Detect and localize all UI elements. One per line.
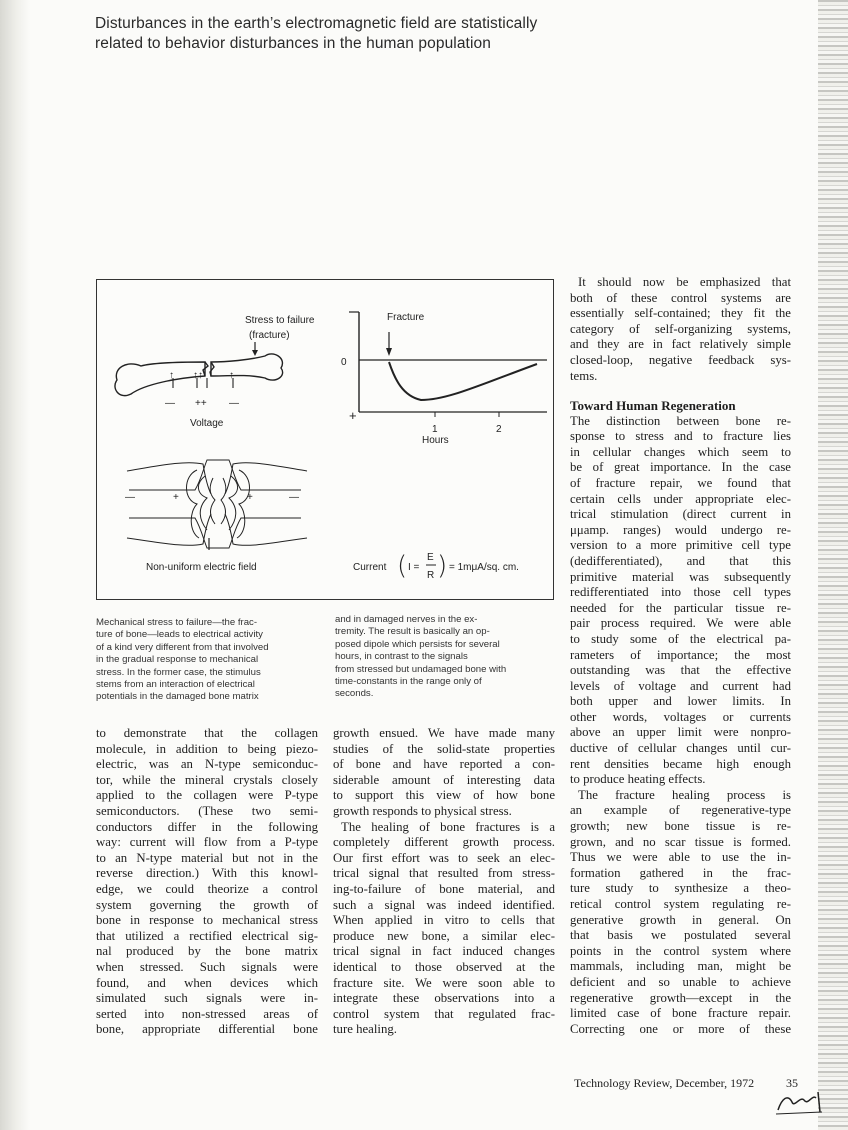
handwritten-mark [774,1088,826,1116]
text-line: edge, we could theorize a control [96,881,318,896]
svg-text:(: ( [397,551,408,581]
svg-text:I =: I = [408,562,420,573]
hours-label: Hours [422,435,449,446]
caption-line: ture of bone—leads to electrical activity [96,629,263,641]
text-line: generative growth in general. On [570,912,791,927]
text-line: tems. [570,368,598,383]
tick-2-label: 2 [496,424,502,435]
text-line: version to a more primitive cell type [570,538,791,553]
figure-drawing [97,280,553,599]
text-line: applied to the collagen were P-type [96,788,318,803]
text-line: and they are in fact relatively simple [570,337,791,352]
text-line: serted into non-stressed areas of [96,1006,318,1021]
text-line: electric, was an N-type semiconduc- [96,757,318,772]
text-line: of fracture repair, we found that [570,475,791,490]
text-line: Our first effort was to seek an elec- [333,850,555,865]
text-line: sponse to stress and to fracture lies [570,429,791,444]
tick-1-label: 1 [432,424,438,435]
text-line: such a signal was indeed identified. [333,897,555,912]
svg-text:+: + [173,492,179,503]
text-line: completely different growth process. [333,835,555,850]
page-number: 35 [786,1076,798,1090]
text-line: (dedifferentiated), and that this [570,553,791,568]
text-line: grown, and no scar tissue is formed. [570,834,791,849]
figure [96,279,554,600]
text-line: an example of regenerative-type [570,803,791,818]
text-line: to an N-type material but not in the [96,850,318,865]
svg-text:↑↑: ↑↑ [193,370,203,381]
svg-text:+: + [247,492,253,503]
svg-text:): ) [437,551,448,581]
text-line: that basis we postulated several [570,928,791,943]
electric-field-diagram [127,460,307,548]
text-line: when stressed. Such signals were [96,959,318,974]
text-line: studies of the solid-state properties [333,741,555,756]
svg-text:↑: ↑ [229,370,234,381]
caption-line: stress. In the former case, the stimulus [96,666,261,678]
text-line: ductive of cellular changes until cur- [570,741,791,756]
fracture-label: Fracture [387,312,425,323]
text-line: Correcting one or more of these [570,1021,791,1036]
body-column-3 [570,398,791,1037]
text-line: both upper and lower limits. In [570,694,791,709]
text-line: found, and when devices which [96,975,318,990]
text-line: closed-loop, negative feedback sys- [570,352,791,367]
text-line: ing-to-failure of bone material, and [333,881,555,896]
body-column-1 [96,726,318,1038]
text-line: that utilized a rectified electrical sig- [96,928,318,943]
text-line: outstanding was that the effective [570,663,791,678]
caption-line: in the gradual response to mechanical [96,654,259,666]
text-line: conductors differ in the following [96,819,318,834]
text-line: to produce heating effects. [570,772,706,787]
scan-right-edge [818,0,848,1130]
caption-line: posed dipole which persists for several [335,638,500,650]
axis-zero-label: 0 [341,357,347,368]
caption-line: seconds. [335,688,374,700]
svg-text:—: — [165,398,175,409]
caption-line: of a kind very different from that involved [96,641,269,653]
svg-text:↑: ↑ [169,370,174,381]
text-line: regenerative growth—except in the [570,990,791,1005]
caption-line: stems from an interaction of electrical [96,679,255,691]
text-line: ture healing. [333,1022,397,1037]
text-line: integrate these observations into a [333,991,555,1006]
text-line: rent densities became high enough [570,756,791,771]
header-title [95,14,565,54]
section-heading: Toward Human Regeneration [570,398,736,413]
current-suffix: = 1mμA/sq. cm. [449,562,519,573]
text-line: formation gathered in the frac- [570,865,791,880]
text-line: reverse direction.) With this knowl- [96,866,318,881]
field-label: Non-uniform electric field [146,562,257,573]
text-line: bone, appropriate differential bone [96,1022,318,1037]
text-line: The healing of bone fractures is a [341,819,555,834]
text-line: primitive material was subsequently [570,569,791,584]
text-line: The fracture healing process is [578,787,791,802]
text-line: category of self-organizing systems, [570,321,791,336]
voltage-label: Voltage [190,418,224,429]
stress-label-1: Stress to failure [245,315,315,326]
text-line: The distinction between bone re- [570,413,791,428]
svg-text:E: E [427,552,434,563]
header-line-2: related to behavior disturbances in the human population [95,35,491,52]
footer-citation: Technology Review, December, 1972 [574,1076,755,1090]
text-line: deficient and so unable to achieve [570,974,791,989]
text-line: siderable amount of interesting data [333,772,555,787]
text-line: trical signal that resulted from stress- [333,866,555,881]
svg-text:R: R [427,570,435,581]
text-line: trical stimulation (direct current in [570,507,791,522]
stress-label-2: (fracture) [249,330,290,341]
text-line: produce new bone, a similar elec- [333,928,555,943]
text-line: fracture site. We were soon able to [333,975,555,990]
caption-line: time-constants in the range only of [335,676,482,688]
text-line: growth; new bone tissue is re- [570,819,791,834]
text-line: essentially self-contained; they fit the [570,306,791,321]
text-line: levels of voltage and current had [570,678,791,693]
text-line: both of these control systems are [570,290,791,305]
header-line-1: Disturbances in the earth’s electromagnetic field are statistically [95,15,538,32]
caption-line: tremity. The result is basically an op- [335,626,490,638]
text-line: control system that regulated frac- [333,1006,555,1021]
text-line: other words, voltages or currents [570,709,791,724]
text-line: pair process required. We were able [570,616,791,631]
text-line: to study some of the electrical pa- [570,631,791,646]
figure-caption-left [96,617,269,704]
text-line: It should now be emphasized that [578,275,791,289]
text-line: mammals, including man, might be [570,959,791,974]
caption-line: potentials in the damaged bone matrix [96,691,259,703]
text-line: Thus we were able to use the in- [570,850,791,865]
svg-text:—: — [229,398,239,409]
text-line: above an upper limit were nonpro- [570,725,791,740]
text-line: be of great importance. In the case [570,460,791,475]
svg-text:++: ++ [195,398,207,409]
caption-line: from stressed but undamaged bone with [335,663,507,675]
body-column-3-top [570,275,791,384]
caption-line: Mechanical stress to failure—the frac- [96,617,258,628]
text-line: redifferentiated into those cell types [570,585,791,600]
text-line: identical to those observed at the [333,959,555,974]
text-line: retical control system regulating re- [570,897,791,911]
text-line: When applied in vitro to cells that [333,913,555,928]
text-line: limited case of bone fracture repair. [570,1006,791,1021]
text-line: simulated such signals were in- [96,991,318,1006]
text-line: tor, while the mineral crystals closely [96,772,318,787]
text-line: system governing the growth of [96,897,318,912]
text-line: bone in response to mechanical stress [96,913,318,928]
current-formula [353,551,519,581]
text-line: molecule, in addition to being piezo- [96,741,318,756]
text-line: to demonstrate that the collagen [96,726,318,740]
text-line: points in the control system where [570,943,791,958]
text-line: nal produced by the bone matrix [96,944,318,959]
fracture-graph [349,312,547,417]
figure-caption-right [335,614,506,701]
text-line: of bone and have reported a con- [333,757,555,772]
axis-plus-label: + [349,408,357,423]
current-prefix: Current [353,562,387,573]
text-line: growth responds to physical stress. [333,803,512,818]
text-line: in cellular changes which seem to [570,444,791,459]
text-line: to support this view of how bone [333,788,555,803]
text-line: growth ensued. We have made many [333,726,555,740]
svg-text:—: — [289,492,299,503]
text-line: way: current will flow from a P-type [96,835,318,850]
text-line: needed for the particular tissue re- [570,600,791,615]
svg-text:—: — [125,492,135,503]
caption-line: and in damaged nerves in the ex- [335,614,478,625]
scan-left-edge [0,0,30,1130]
caption-line: hours, in contrast to the signals [335,651,468,663]
text-line: μμamp. ranges) would undergo re- [570,522,791,537]
text-line: ture study to synthesize a theo- [570,881,791,896]
text-line: rameters of importance; the most [570,647,791,662]
text-line: semiconductors. (These two semi- [96,803,318,818]
text-line: trical signal in fact induced changes [333,944,555,959]
body-column-2 [333,726,555,1038]
text-line: certain cells under appropriate elec- [570,491,791,506]
